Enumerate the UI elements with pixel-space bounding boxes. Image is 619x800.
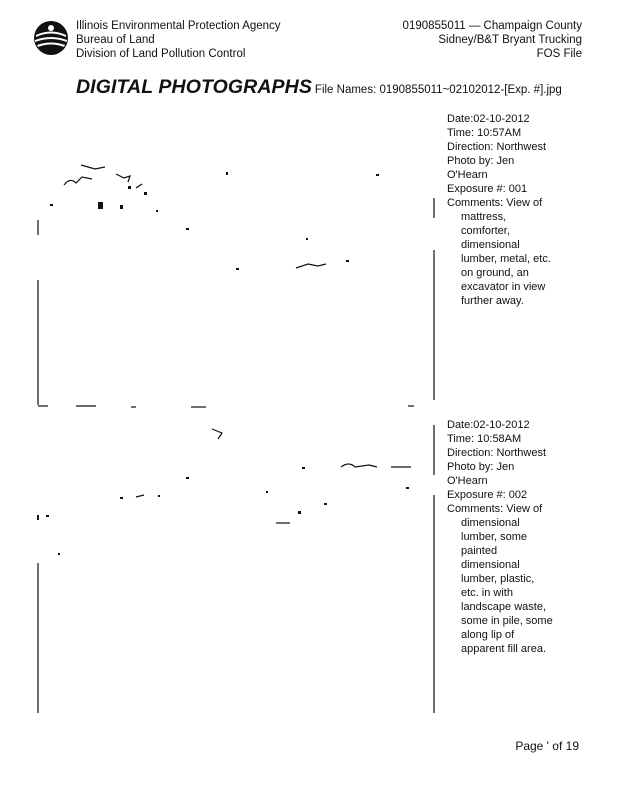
comment-line: mattress, xyxy=(461,211,507,223)
comment-line: some in pile, some xyxy=(461,615,553,627)
photo-by-cont: O'Hearn xyxy=(447,475,488,487)
comment-line: comforter, xyxy=(461,225,510,237)
file-names: File Names: 0190855011~02102012-[Exp. #].jpg xyxy=(314,84,562,96)
comment-line: apparent fill area. xyxy=(461,643,546,655)
agency-name: Illinois Environmental Protection Agency xyxy=(76,20,281,32)
page-number: Page ' of 19 xyxy=(515,739,579,753)
bureau-name: Bureau of Land xyxy=(76,34,155,46)
comment-line: lumber, some xyxy=(461,531,528,543)
comment-line: excavator in view xyxy=(461,281,546,293)
site-name: Sidney/B&T Bryant Trucking xyxy=(438,34,582,46)
comment-line: lumber, plastic, xyxy=(461,573,535,585)
division-name: Division of Land Pollution Control xyxy=(76,48,246,60)
photo-comments-label: Comments: View of xyxy=(447,503,543,515)
photo-date: Date:02-10-2012 xyxy=(447,113,530,125)
comment-line: painted xyxy=(461,545,498,557)
comment-line: along lip of xyxy=(461,629,515,641)
photo-1-details xyxy=(447,112,551,308)
comment-line: dimensional xyxy=(461,517,520,529)
file-type: FOS File xyxy=(536,48,582,60)
site-block xyxy=(403,19,582,61)
photo-time: Time: 10:58AM xyxy=(447,433,522,445)
photo-exposure: Exposure #: 002 xyxy=(447,489,528,501)
photo-time: Time: 10:57AM xyxy=(447,127,522,139)
comment-line: etc. in with xyxy=(461,587,513,599)
comment-line: landscape waste, xyxy=(461,601,546,613)
photo-comments-label: Comments: View of xyxy=(447,197,543,209)
title-row xyxy=(76,76,562,99)
photo-by: Photo by: Jen xyxy=(447,155,515,167)
site-id: 0190855011 — Champaign County xyxy=(402,20,582,32)
photo-direction: Direction: Northwest xyxy=(447,447,547,459)
iepa-logo xyxy=(33,20,69,56)
photo-exposure: Exposure #: 001 xyxy=(447,183,528,195)
comment-line: dimensional xyxy=(461,559,520,571)
photo-2-details xyxy=(447,418,553,656)
photo-by: Photo by: Jen xyxy=(447,461,515,473)
comment-line: lumber, metal, etc. xyxy=(461,253,551,265)
comment-line: further away. xyxy=(461,295,524,307)
comment-line: dimensional xyxy=(461,239,520,251)
photo-by-cont: O'Hearn xyxy=(447,169,488,181)
photo-1 xyxy=(36,110,438,410)
photo-direction: Direction: Northwest xyxy=(447,141,547,153)
photo-2 xyxy=(36,415,438,715)
agency-block xyxy=(76,19,281,61)
photo-date: Date:02-10-2012 xyxy=(447,419,530,431)
comment-line: on ground, an xyxy=(461,267,529,279)
page-title: DIGITAL PHOTOGRAPHS xyxy=(76,76,312,98)
